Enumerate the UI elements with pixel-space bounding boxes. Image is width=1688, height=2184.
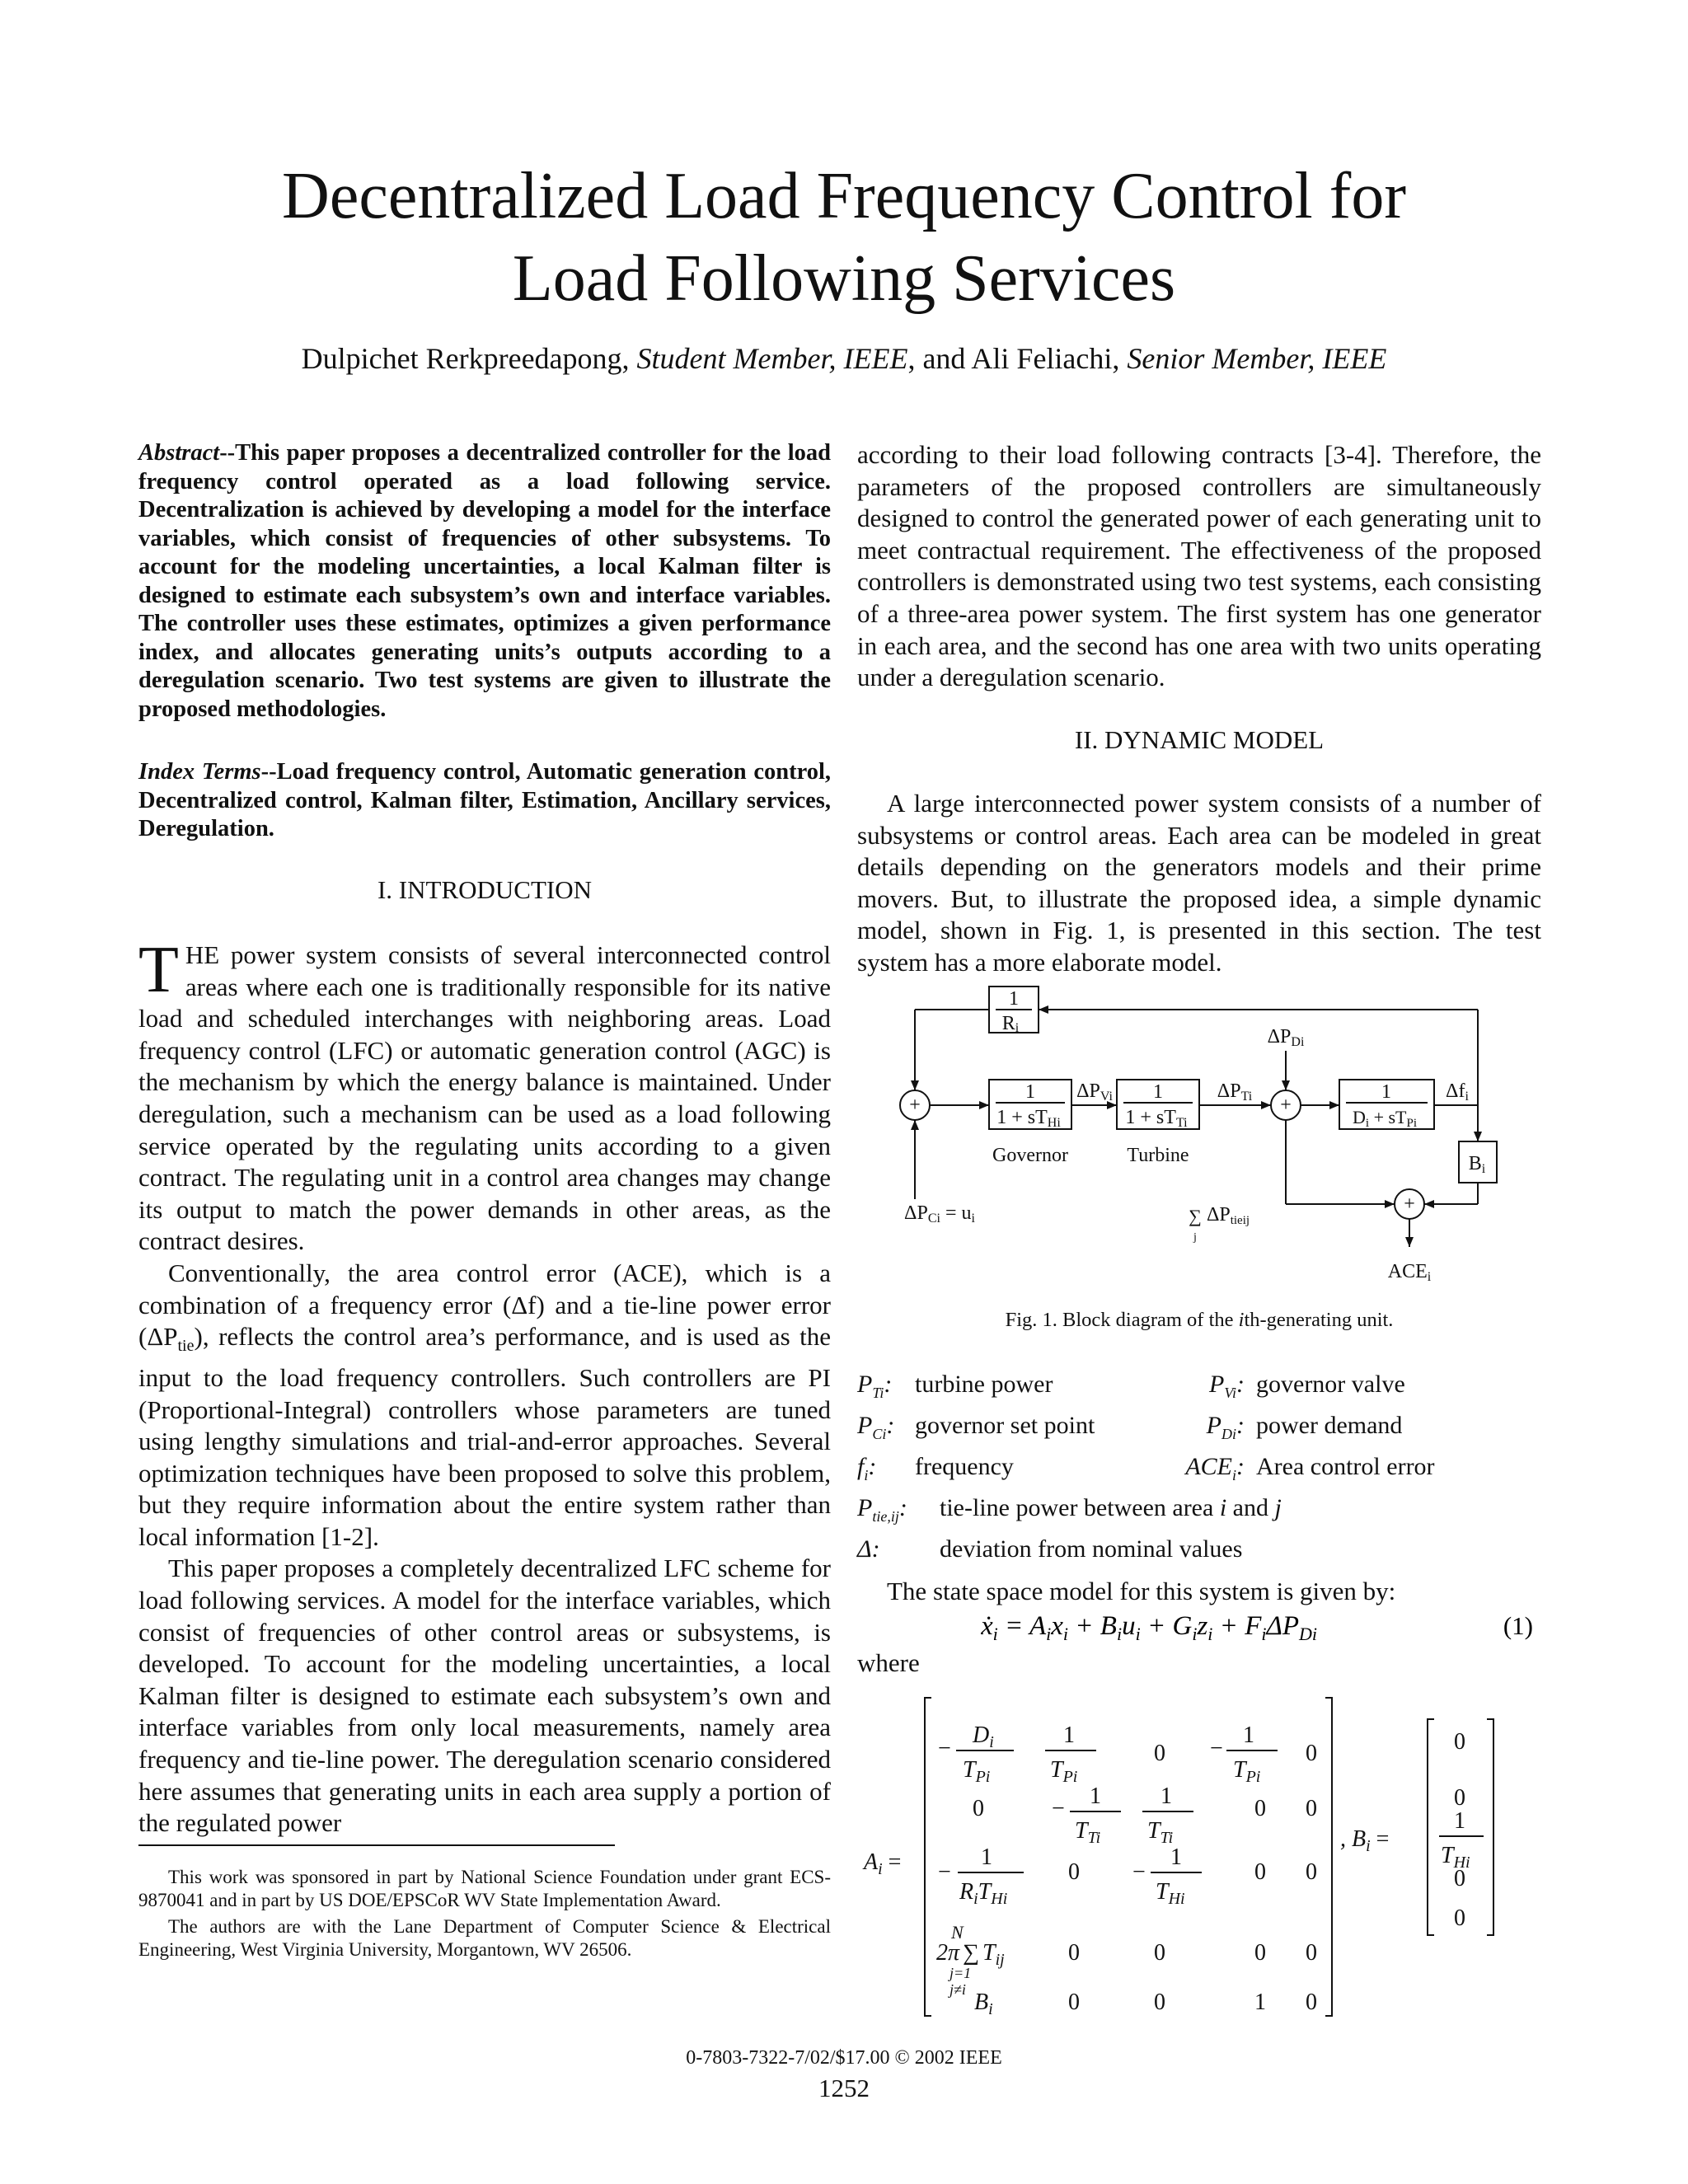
intro-paragraph-2: Conventionally, the area control error (ACE), which is a combination of a frequency error (Δf) and a tie-line power error $(\Delta P_{tie})$, reflects the control area’s performance, and is used as the input to the load frequency controllers. Such controllers are PI (Proportional-Integral) controllers whose parameters are tuned using lengthy simulations and trial-and-error approaches. Several optimization techniques have been proposed to solve this problem, but they require information about the entire system rather than local information [1-2]. [138,1258,831,1551]
delta-pc-label: ΔPCi = ui [904,1202,975,1226]
page-number: 1252 [818,2074,870,2102]
svg-text:Di: $D_i$ [973,1722,994,1751]
author-line [0,341,1688,376]
svg-text:0: 0 [973,1796,984,1821]
turbine-numerator: 1 [1153,1081,1163,1103]
svg-text:0: 0 [1068,1990,1080,2015]
variable-definitions [857,1368,1541,1565]
svg-text:RiTHi: $R_iT_{Hi}$ [959,1879,1008,1908]
author-1-role: Student Member, IEEE [636,342,908,375]
load-numerator: 1 [1381,1081,1391,1103]
svg-text:0: 0 [1306,1741,1317,1766]
svg-text:1: 1 [1243,1722,1254,1748]
svg-text:j≠i: j≠i [950,1981,966,1998]
plus-sign-3: + [1404,1193,1415,1215]
delta-ptie-label: ΔPtieij [1206,1204,1250,1227]
bias-label: Bi [1468,1153,1486,1176]
delta-pt-label: ΔPTi [1217,1080,1253,1104]
abstract [138,439,831,724]
index-terms-label: Index Terms [138,759,261,785]
svg-text:THi: $T_{Hi}$ [1441,1843,1470,1872]
svg-text:1: 1 [981,1844,992,1870]
turbine-denominator: 1 + sTTi [1125,1107,1188,1130]
svg-text:0: 0 [1254,1796,1266,1821]
figure-caption: Fig. 1. Block diagram of the ith-generating unit. [1005,1309,1394,1331]
dynamic-model-paragraph: A large interconnected power system consists of a number of subsystems or control areas. Each area can be modeled in great details depending on the generators models and their prime movers. But, to illustrate the proposed idea, a simple dynamic model, shown in Fig. 1, is presented in this section. The test system has a more elaborate model. [857,789,1541,977]
variable-row: $P_{Ti}$: turbine power $P_{Vi}$: governor valve [857,1371,1405,1401]
svg-text:0: 0 [1306,1796,1317,1821]
author-2: , and Ali Feliachi, [907,342,1120,375]
svg-text:j=1: j=1 [950,1965,972,1981]
footnote-rule [138,1844,615,1846]
governor-denominator: 1 + sTHi [996,1107,1061,1130]
svg-text:1: 1 [1254,1990,1266,2015]
sum-index: j [1193,1231,1197,1244]
svg-text:0: 0 [1154,1940,1165,1966]
svg-text:0: 0 [1306,1940,1317,1966]
svg-text:0: 0 [1454,1785,1465,1811]
matrix-b-label: , $B_i$ = [1340,1826,1390,1855]
copyright-code: 0-7803-7322-7/02/$17.00 © 2002 IEEE [686,2047,1002,2069]
svg-text:0: 0 [1306,1859,1317,1885]
footnote-sponsor: This work was sponsored in part by National Science Foundation under grant ECS-9870041 and in part by US DOE/EPSCoR WV State Implementation Award. [138,1867,831,1910]
variable-row: $P_{Ci}$: governor set point $P_{Di}$: power demand [857,1412,1403,1442]
svg-text:0: 0 [1068,1940,1080,1966]
intro-paragraph-4: according to their load following contracts [3-4]. Therefore, the parameters of the proposed controllers are simultaneously designed to control the generated power of each generating unit to meet contractual requirement. The effectiveness of the proposed controllers is demonstrated using two test systems, each consisting of a three-area power system. The first system has one generator in each area, and the second has one area with two units operating under a deregulation scenario. [857,440,1541,692]
equation-1 [981,1603,1541,1644]
variable-row-delta: Δ: deviation from nominal values [857,1535,1243,1563]
svg-text:1: 1 [1063,1722,1075,1748]
svg-text:−: − [1210,1736,1223,1761]
svg-text:TPi: $T_{Pi}$ [1233,1757,1261,1786]
index-terms-text: --Load frequency control, Automatic generation control, Decentralized control, Kalman filter, Estimation, Ancillary services, Deregulation. [138,759,831,841]
svg-text:0: 0 [1154,1990,1165,2015]
variable-row-tie: $P_{tie,ij}$: tie-line power between area i and j [857,1494,1282,1525]
svg-text:0: 0 [1454,1905,1465,1931]
droop-denominator: Ri [1001,1013,1020,1035]
svg-text:0: 0 [1154,1741,1165,1766]
index-terms [138,758,831,844]
title-line-2: Load Following Services [512,242,1176,315]
svg-text:∑: ∑ [963,1940,979,1966]
svg-text:0: 0 [1454,1866,1465,1891]
svg-text:1: 1 [1160,1783,1172,1809]
svg-text:1: 1 [1170,1844,1182,1870]
svg-text:TTi: $T_{Ti}$ [1075,1818,1101,1847]
title-line-1: Decentralized Load Frequency Control for [282,160,1406,232]
equation-1-body: ẋ$_i$ = $A_ix_i + B_iu_i + G_iz_i + F_i\Delta P_{Di}$ [981,1611,1318,1644]
footnotes [138,1866,831,1961]
svg-text:Tij: $T_{ij}$ [982,1940,1005,1969]
footnote-affiliation: The authors are with the Lane Department of Computer Science & Electrical Engineering, West Virginia University, Morgantown, WV 26506. [138,1916,831,1960]
abstract-label: Abstract [138,440,220,466]
delta-pv-label: ΔPVi [1076,1080,1113,1104]
svg-text:2π: 2π [936,1940,960,1966]
svg-text:1: 1 [1090,1783,1101,1809]
delta-f-label: Δfi [1446,1080,1469,1104]
intro-paragraph-3: This paper proposes a completely decentralized LFC scheme for load following services. A model for the interface variables, which consist of frequencies of other control areas or subsystems, is developed. To account for the modeling uncertainties, a local Kalman filter is designed to estimate each subsystem’s own and interface variables from only local measurements, namely area frequency and tie-line power. The deregulation scenario considered here assumes that generating units in each area supply a portion of the regulated power [138,1554,831,1838]
governor-numerator: 1 [1025,1081,1035,1103]
variable-row: $f_i$: frequency $ACE_i$: Area control error [857,1453,1435,1483]
svg-text:−: − [1132,1859,1146,1885]
svg-text:THi: $T_{Hi}$ [1156,1879,1185,1908]
paper-title [0,155,1688,320]
svg-text:Bi: $B_i$ [974,1990,993,2018]
intro-paragraph-1: THE power system consists of several interconnected control areas where each one is traditionally responsible for its native load and scheduled interchanges with neighboring areas. Load frequency control (LFC) or automatic generation control (AGC) is the mechanism by which the energy balance is maintained. Under deregulation, such a mechanism can be used as a load following service operated by the regulating units according to a given contract. The regulating unit in a control area changes may change its output to match the power demands in other areas, as the contract desires. [138,934,831,1256]
plus-sign-2: + [1280,1094,1292,1116]
svg-text:TPi: $T_{Pi}$ [1050,1757,1078,1786]
author-1: Dulpichet Rerkpreedapong, [301,342,630,375]
equation-1-number: (1) [1503,1611,1533,1640]
plus-sign-1: + [909,1094,921,1116]
svg-text:−: − [1052,1796,1065,1821]
section-heading-introduction: I. INTRODUCTION [377,875,593,904]
svg-text:N: N [951,1922,964,1943]
matrix-a-label: $A_i$ = [864,1849,902,1878]
state-space-intro: The state space model for this system is given by: [887,1577,1396,1605]
delta-pd-label: ΔPDi [1267,1026,1305,1049]
drop-cap: T [138,934,179,1006]
svg-text:0: 0 [1454,1729,1465,1755]
svg-text:TTi: $T_{Ti}$ [1147,1818,1174,1847]
svg-text:0: 0 [1306,1990,1317,2015]
where-label: where [857,1648,920,1677]
load-denominator: Di + sTPi [1353,1107,1417,1130]
svg-text:−: − [938,1859,951,1885]
turbine-label: Turbine [1127,1145,1189,1166]
svg-text:1: 1 [1454,1808,1465,1834]
block-diagram [890,985,1517,1306]
matrix-equations [857,1688,1541,2026]
abstract-text: --This paper proposes a decentralized controller for the load frequency control operated as a load following service. Decentralization is achieved by developing a model for the interface variables, which consist of frequencies of other subsystems. To account for the modeling uncertainties, a local Kalman filter is designed to estimate each subsystem’s own and interface variables. The controller uses these estimates, optimizes a given performance index, and allocates generating units’s outputs according to a deregulation scenario. Two test systems are given to illustrate the proposed methodologies. [138,440,831,722]
svg-text:0: 0 [1068,1859,1080,1885]
sum-symbol: ∑ [1189,1206,1202,1226]
author-2-role: Senior Member, IEEE [1127,342,1387,375]
ace-label: ACEi [1387,1261,1432,1284]
droop-numerator: 1 [1009,988,1019,1010]
svg-text:0: 0 [1254,1940,1266,1966]
svg-text:0: 0 [1254,1859,1266,1885]
introduction-body [138,934,831,1840]
section-heading-dynamic-model: II. DYNAMIC MODEL [1074,725,1325,754]
svg-text:TPi: $T_{Pi}$ [963,1757,991,1786]
governor-label: Governor [992,1145,1068,1166]
svg-text:−: − [938,1736,951,1761]
